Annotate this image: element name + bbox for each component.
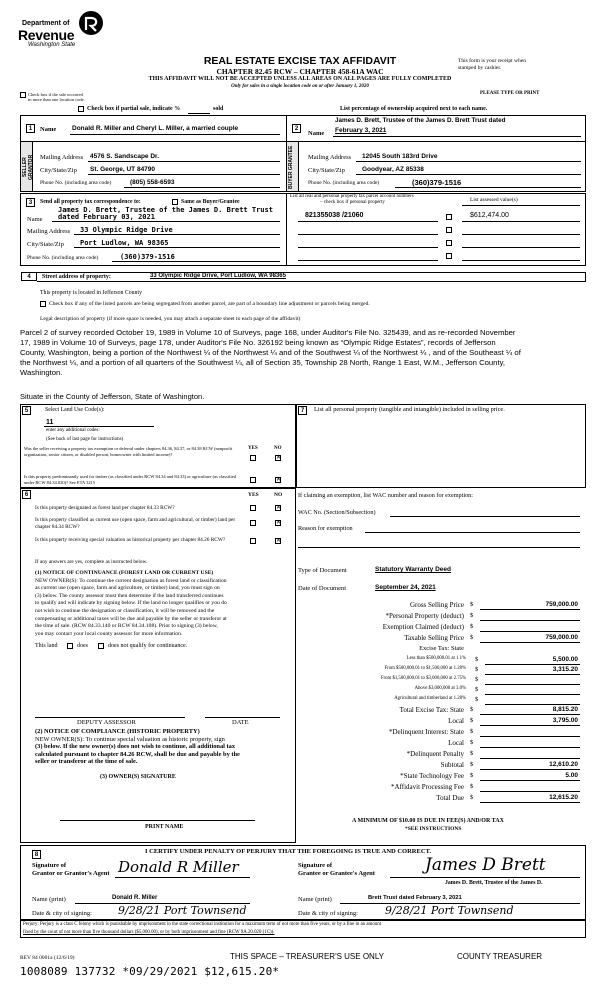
- seller-phone-label: Phone No. (including area code): [40, 180, 112, 186]
- tax-excise-header-label: Excise Tax: State: [419, 645, 464, 652]
- s6-question-1: Is this property designated as forest land per chapter 84.33 RCW?: [35, 505, 175, 511]
- deputy-assessor-line[interactable]: [35, 717, 185, 718]
- legal-line-5: Washington.: [20, 368, 63, 377]
- percent-list-label: List percentage of ownership acquired next to each name.: [340, 106, 488, 112]
- tax-total-state-label: Total Excise Tax: State: [399, 706, 464, 714]
- section-7-box: [296, 404, 586, 488]
- seller-city-line: [88, 174, 280, 175]
- land-use-code-line: [44, 426, 154, 427]
- dor-logo: [18, 8, 108, 50]
- corr-city-line: [74, 247, 280, 248]
- correspondence-label: Send all property tax correspondence to:: [40, 199, 141, 205]
- same-as-buyer-label: Same as Buyer/Grantee: [181, 199, 240, 205]
- tax-tech-fee-line[interactable]: [480, 780, 580, 781]
- grantor-name-label: Name (print): [32, 896, 66, 903]
- tax-tier-1-line[interactable]: [485, 664, 580, 665]
- wac-line[interactable]: [390, 516, 580, 517]
- tax-delinq-local-label: Local: [448, 739, 464, 747]
- seller-city[interactable]: St. George, UT 84790: [90, 166, 156, 173]
- tax-local-line[interactable]: [480, 725, 580, 726]
- exemption-label: If claiming an exemption, list WAC number and reason for exemption:: [298, 492, 473, 499]
- tax-delinq-penalty-dollar: $: [470, 750, 474, 757]
- wac-label: WAC No. (Section/Subsection): [298, 509, 376, 516]
- assessed-line[interactable]: [462, 234, 580, 235]
- tax-tech-fee-label: *State Technology Fee: [400, 772, 464, 780]
- land-use-code[interactable]: 11: [46, 419, 54, 426]
- section-6-number: 6: [22, 490, 31, 499]
- tax-delinq-state-line[interactable]: [480, 736, 580, 737]
- grantee-date-city-label: Date & city of signing:: [298, 910, 358, 917]
- grantor-date-city-label: Date & city of signing:: [32, 910, 92, 917]
- corr-phone[interactable]: (360)379-1516: [120, 253, 175, 261]
- corr-phone-label: Phone No. (including area code): [27, 255, 99, 261]
- land-use-label: Select Land Use Code(s):: [45, 407, 105, 413]
- tax-gross-value[interactable]: 759,000.00: [545, 601, 578, 608]
- street-address[interactable]: 33 Olympic Ridge Drive, Port Ludlow, WA 98365: [150, 273, 286, 279]
- minimum-due-1: A MINIMUM OF $10.00 IS DUE IN FEE(S) AND/OR TAX: [352, 818, 504, 824]
- deputy-date-label: DATE: [232, 719, 249, 726]
- county-treasurer: COUNTY TREASURER: [457, 952, 543, 961]
- notice1-line-6: compensating or additional taxes will be due and payable by the seller or transferor at: [35, 615, 227, 622]
- notice1-line-4: to qualify and will indicate by signing below. If the land no longer qualifies or you do: [35, 600, 227, 607]
- buyer-mailing-line: [356, 161, 581, 162]
- notice-compliance: [35, 728, 290, 766]
- s6-q1-no-checkbox[interactable]: [275, 505, 281, 511]
- owner-signature-line[interactable]: [60, 820, 255, 821]
- does-label: does: [77, 643, 88, 649]
- tax-affidavit-fee-line[interactable]: [480, 791, 580, 792]
- tax-subtotal-line[interactable]: [480, 769, 580, 770]
- seller-side-label: SELLER GRANTOR: [22, 154, 34, 180]
- buyer-city[interactable]: Goodyear, AZ 85338: [362, 166, 424, 173]
- notice1-line-3: (3) below. The county assessor must then determine if the land transferred continues: [35, 592, 224, 599]
- buyer-mailing-label: Mailing Address: [308, 154, 352, 161]
- grantee-sig-label-2: Grantee or Grantee's Agent: [298, 870, 375, 877]
- tax-tier-2-line[interactable]: [485, 674, 580, 675]
- seller-phone-line: [124, 187, 280, 188]
- grantor-date-city[interactable]: 9/28/21 Port Townsend: [118, 904, 247, 917]
- perjury-line-1: Perjury: Perjury is a class C felony which is punishable by imprisonment in the state correctional institution for a maximum term of not more than five years, or by a fine in an amount: [23, 922, 382, 927]
- legal-line-2: 17, 1989 in Volume 10 of Surveys, page 178, under Auditor's File No. 326192 being known as “Olympic Ridge Estates”, records of Jefferson: [20, 338, 496, 347]
- tax-subtotal-label: Subtotal: [440, 761, 464, 769]
- treasurer-stamp: 1008089 137732 *09/29/2021 $12,615.20*: [20, 965, 280, 978]
- tax-gross-line[interactable]: [480, 609, 580, 610]
- owner-signature-label: (3) OWNER(S) SIGNATURE: [100, 774, 176, 780]
- s5-question-1: Was the seller receiving a property tax exemption or deferral under chapters 84.36, 84.37, or 84.38 RCW (nonprofit organization, senior citizen, or disabled person, homeowner with limited income)?: [24, 446, 233, 457]
- multi-location-label-2: in more than one location code.: [28, 97, 85, 102]
- parcel-header-2: – check box if personal property: [320, 200, 385, 205]
- tax-local-value[interactable]: 3,795.00: [552, 717, 578, 724]
- tax-tier-2-dollar: $: [475, 666, 479, 673]
- tax-tech-fee-dollar: $: [470, 772, 474, 779]
- corr-mailing[interactable]: 33 Olympic Ridge Drive: [80, 226, 173, 234]
- segregation-checkbox[interactable]: [40, 301, 46, 307]
- agency-line2: Revenue: [18, 27, 75, 43]
- certify-line: I CERTIFY UNDER PENALTY OF PERJURY THAT THE FOREGOING IS TRUE AND CORRECT.: [145, 848, 432, 855]
- deputy-assessor-label: DEPUTY ASSESSOR: [77, 719, 136, 726]
- grantee-signature[interactable]: James D Brett: [425, 855, 546, 875]
- parcel-line[interactable]: [298, 260, 438, 261]
- perjury-line-2: fixed by the court of not more than five thousand dollars ($5,000.00), or by both imprisonment and fine (RCW 9A.20.020 (1C)).: [23, 930, 275, 935]
- buyer-mailing[interactable]: 12045 South 183rd Drive: [362, 153, 438, 160]
- corr-name-line2[interactable]: dated February 03, 2021: [58, 213, 155, 221]
- form-number: REV 84 0001a (12/6/19): [20, 955, 75, 961]
- situate-line: Situate in the County of Jefferson, State of Washington.: [20, 392, 205, 401]
- notice2-line-3: calculated pursuant to chapter 84.26 RCW, shall be due and payable by the: [35, 750, 240, 758]
- s5-question-2: Is this property predominantly used for timber (as classified under RCW 84.34 and 84.33) or agriculture (as classified under RCW 84.34.020)? See ETA 3215: [24, 474, 236, 485]
- notice1-line-1: NEW OWNER(S): To continue the current designation as forest land or classification: [35, 577, 227, 584]
- reason-label: Reason for exemption: [298, 525, 353, 532]
- section-3-number: 3: [26, 198, 35, 207]
- section-1-number: 1: [26, 124, 35, 133]
- section-8-number: 8: [32, 850, 41, 859]
- seller-mailing-label: Mailing Address: [40, 154, 84, 161]
- doc-date[interactable]: September 24, 2021: [375, 584, 436, 591]
- deputy-date-line[interactable]: [205, 717, 280, 718]
- parcel-line[interactable]: [298, 221, 438, 222]
- reason-line-2[interactable]: [298, 547, 580, 548]
- tax-taxable-label: Taxable Selling Price: [404, 634, 464, 642]
- tax-tier-3-label: From $1,500,000.01 to $3,000,000 at 2.75%: [380, 676, 466, 681]
- notice1-line-8: you may contact your local county assessor for more information.: [35, 630, 183, 637]
- tax-delinq-penalty-line[interactable]: [480, 758, 580, 759]
- form-title: REAL ESTATE EXCISE TAX AFFIDAVIT: [203, 55, 397, 67]
- tax-total-state-dollar: $: [470, 706, 474, 713]
- notice1-title: (1) NOTICE OF CONTINUANCE (FOREST LAND OR CURRENT USE): [35, 570, 214, 576]
- tax-subtotal-dollar: $: [470, 761, 474, 768]
- grantor-sig-label-1: Signature of: [32, 862, 67, 869]
- parcel-line[interactable]: [298, 234, 438, 235]
- corr-name-line1[interactable]: James D. Brett, Trustee of the James D. Brett Trust: [58, 206, 273, 214]
- notice-continuance: [35, 570, 290, 638]
- tax-gross-label: Gross Selling Price: [409, 601, 464, 609]
- grantor-print-name[interactable]: Donald R. Miller: [112, 895, 158, 901]
- buyer-name-line1[interactable]: James D. Brett, Trustee of the James D. Brett Trust dated: [335, 117, 506, 124]
- buyer-name-line2[interactable]: February 3, 2021: [335, 127, 387, 134]
- corr-name-label: Name: [27, 216, 43, 223]
- seller-name[interactable]: Donald R. Miller and Cheryl L. Miller, a married couple: [72, 125, 239, 132]
- corr-phone-line: [112, 261, 280, 262]
- s5-yes-header: YES: [248, 446, 258, 451]
- type-or-print: PLEASE TYPE OR PRINT: [480, 91, 540, 96]
- tax-total-due-label: Total Due: [436, 794, 464, 802]
- tax-exemption-dollar: $: [470, 623, 474, 630]
- seller-city-label: City/State/Zip: [40, 167, 77, 174]
- grantee-print-name[interactable]: Brett Trust dated February 3, 2021: [368, 895, 462, 901]
- does-not-label: does not qualify for continuance.: [108, 643, 188, 649]
- tax-tier-4-line[interactable]: [485, 694, 580, 695]
- grantor-signature[interactable]: Donald R Miller: [118, 858, 239, 876]
- notice1-line-5: not wish to continue the designation or classification, it will be removed and the: [35, 607, 215, 614]
- assessed-line[interactable]: [462, 260, 580, 261]
- tax-tech-fee-value[interactable]: 5.00: [565, 772, 578, 779]
- buyer-name-line: [333, 136, 581, 137]
- tax-total-due-line[interactable]: [480, 802, 580, 803]
- receipt-note-2: stamped by cashier.: [458, 65, 502, 71]
- grantee-title: James D. Brett, Trustee of the James D.: [445, 880, 543, 886]
- legal-desc-label: Legal description of property (if more space is needed, you may attach a separate sheet to each page of the affidavit): [40, 316, 301, 322]
- doc-type[interactable]: Statutory Warranty Deed: [375, 566, 451, 573]
- notice1-line-2: as current use (open space, farm and agriculture, or timber) land, you must sign on: [35, 585, 220, 592]
- section-7-number: 7: [298, 406, 307, 415]
- tax-exemption-line[interactable]: [480, 631, 580, 632]
- form-chapter: CHAPTER 82.45 RCW – CHAPTER 458-61A WAC: [216, 67, 384, 76]
- tax-tier-5-line[interactable]: [485, 704, 580, 705]
- buyer-city-line: [356, 174, 581, 175]
- tax-delinq-local-line[interactable]: [480, 747, 580, 748]
- tax-delinq-local-dollar: $: [470, 739, 474, 746]
- see-back-label: (See back of last page for instructions): [46, 437, 124, 442]
- tax-tier-5-dollar: $: [475, 696, 479, 703]
- personal-property-checkbox[interactable]: [446, 240, 452, 246]
- tax-delinq-state-label: *Delinquent Interest: State: [388, 728, 464, 736]
- corr-city[interactable]: Port Ludlow, WA 98365: [80, 239, 169, 247]
- tax-total-due-value[interactable]: 12,615.20: [549, 794, 578, 801]
- partial-sale-checkbox[interactable]: [78, 106, 84, 112]
- grantor-sig-label-2: Grantor or Grantor's Agent: [32, 870, 110, 877]
- s6-q1-yes-checkbox[interactable]: [250, 505, 256, 511]
- section-2-number: 2: [292, 124, 301, 133]
- parcel-number[interactable]: 821355038 /21060: [305, 212, 364, 219]
- minimum-due-2: *SEE INSTRUCTIONS: [405, 826, 462, 832]
- doc-date-label: Date of Document: [298, 585, 347, 592]
- segregation-label: Check box if any of the listed parcels are being segregated from another parcel, are part of a boundary line adjustment or parcels being merged.: [49, 301, 370, 307]
- county-note: This property is located in Jefferson County: [40, 290, 142, 296]
- buyer-phone-line: [395, 187, 581, 188]
- tax-tier-5-label: Agricultural and timberland at 1.28%: [394, 696, 466, 701]
- s5-q1-no-checkbox[interactable]: [275, 455, 281, 461]
- same-as-buyer-checkbox[interactable]: [172, 199, 178, 205]
- tax-personal-dollar: $: [470, 612, 474, 619]
- section-4-box: [37, 272, 586, 282]
- tax-tier-3-line[interactable]: [485, 684, 580, 685]
- doc-type-label: Type of Document: [298, 567, 347, 574]
- tax-personal-line[interactable]: [480, 620, 580, 621]
- notice2-title: (2) NOTICE OF COMPLIANCE (HISTORIC PROPERTY): [35, 728, 200, 735]
- notice2-line-2: (3) below. If the new owner(s) does not wish to continue, all additional tax: [35, 743, 236, 751]
- notice1-line-7: the time of sale. (RCW 84.33.140 or RCW 84.34.108). Prior to signing (3) below,: [35, 623, 218, 630]
- land-does-checkbox[interactable]: [67, 643, 73, 649]
- seller-mailing[interactable]: 4576 S. Sandscape Dr.: [90, 153, 160, 160]
- tax-tier-2-value[interactable]: 3,315.20: [552, 666, 578, 673]
- seller-name-label: Name: [40, 126, 57, 133]
- legal-line-1: Parcel 2 of survey recorded October 19, 1989 in Volume 10 of Surveys, page 168, under Auditor's File No. 325439, and as re-recorded November: [20, 328, 516, 337]
- form-only-for: Only for sales in a single location code on or after January 1, 2020: [231, 84, 369, 89]
- s6-any-yes: If any answers are yes, complete as instructed below.: [35, 559, 148, 565]
- buyer-phone[interactable]: (360)379-1516: [412, 178, 462, 187]
- agency-line1: Department of: [22, 20, 70, 27]
- tax-taxable-line[interactable]: [480, 642, 580, 643]
- partial-sale-label: Check box if partial sale, indicate %: [87, 106, 181, 112]
- tax-local-dollar: $: [470, 717, 474, 724]
- tax-gross-dollar: $: [470, 601, 474, 608]
- tax-total-state-line[interactable]: [480, 714, 580, 715]
- tax-taxable-dollar: $: [470, 634, 474, 641]
- grantor-signature-line: [115, 877, 250, 878]
- personal-property-checkbox[interactable]: [446, 214, 452, 220]
- s6-no-header: NO: [274, 492, 283, 498]
- tax-exemption-label: Exemption Claimed (deduct): [382, 623, 464, 631]
- grantee-signature-line: [390, 877, 580, 878]
- seller-mailing-line: [88, 161, 280, 162]
- assessed-value[interactable]: $612,474.00: [470, 212, 509, 219]
- tax-total-state-value[interactable]: 8,815.20: [552, 706, 578, 713]
- form-warning: THIS AFFIDAVIT WILL NOT BE ACCEPTED UNLESS ALL AREAS ON ALL PAGES ARE FULLY COMPLETED: [148, 76, 452, 82]
- s5-q2-no-checkbox[interactable]: [275, 477, 281, 483]
- tax-tier-2-label: From $500,000.01 to $1,500,000 at 1.28%: [384, 666, 466, 671]
- assessed-header: List assessed value(s): [470, 197, 518, 203]
- grantee-name-label: Name (print): [298, 896, 332, 903]
- tax-tier-4-label: Above $3,000,000 at 3.0%: [414, 686, 466, 691]
- partial-percent-line[interactable]: [188, 113, 210, 114]
- s6-q2-no-checkbox[interactable]: [275, 520, 281, 526]
- tax-delinq-state-dollar: $: [470, 728, 474, 735]
- parcel-line[interactable]: [298, 247, 438, 248]
- s6-q3-yes-checkbox[interactable]: [250, 538, 256, 544]
- dor-logo-icon: [78, 10, 104, 36]
- tax-tier-1-dollar: $: [475, 656, 479, 663]
- buyer-phone-label: Phone No. (including area code): [308, 180, 380, 186]
- s6-q3-no-checkbox[interactable]: [275, 538, 281, 544]
- s6-question-3: Is this property receiving special valuation as historical property per chapter 84.26 RCW?: [35, 537, 226, 543]
- treasurer-use: THIS SPACE – TREASURER'S USE ONLY: [230, 952, 385, 961]
- notice2-line-4: seller or transferor at the time of sale.: [35, 758, 138, 766]
- section-1-name-divider: [20, 141, 586, 142]
- personal-property-checkbox[interactable]: [446, 227, 452, 233]
- section-5-number: 5: [22, 406, 31, 415]
- s6-yes-header: YES: [248, 492, 259, 498]
- buyer-city-label: City/State/Zip: [308, 167, 345, 174]
- tax-total-due-dollar: $: [470, 794, 474, 801]
- street-address-label: Street address of property:: [42, 274, 111, 280]
- receipt-note-1: This form is your receipt when: [458, 58, 526, 64]
- tax-tier-4-dollar: $: [475, 686, 479, 693]
- tax-delinq-penalty-label: *Delinquent Penalty: [406, 750, 464, 758]
- tax-affidavit-fee-dollar: $: [470, 783, 474, 790]
- assessed-line[interactable]: [462, 247, 580, 248]
- tax-subtotal-value[interactable]: 12,610.20: [549, 761, 578, 768]
- tax-tier-3-dollar: $: [475, 676, 479, 683]
- tax-tier-1-value[interactable]: 5,500.00: [552, 656, 578, 663]
- tax-affidavit-fee-label: *Affidavit Processing Fee: [391, 783, 464, 791]
- buyer-side-label: BUYER GRANTEE: [288, 145, 294, 189]
- assessed-header-line: [462, 205, 580, 206]
- corr-mailing-label: Mailing Address: [27, 228, 71, 235]
- sold-label: sold: [213, 106, 224, 112]
- land-does-not-checkbox[interactable]: [98, 643, 104, 649]
- tax-taxable-value[interactable]: 759,000.00: [545, 634, 578, 641]
- grantee-date-city[interactable]: 9/28/21 Port Townsend: [385, 904, 514, 917]
- section-4-number: 4: [21, 272, 37, 281]
- personal-property-label: List all personal property (tangible and intangible) included in selling price.: [314, 406, 505, 413]
- section-3-divider: [286, 193, 287, 266]
- seller-name-line: [70, 134, 280, 135]
- notice2-line-1: NEW OWNER(S): To continue special valuation as historic property, sign: [35, 735, 225, 743]
- s5-q2-yes-checkbox[interactable]: [250, 477, 256, 483]
- multi-location-label-1: Check box if the sale occurred: [28, 92, 83, 97]
- legal-line-4: the Northwest ¼, and a portion of all quarters of the Southwest ¼, all of Section 35, Township 28 North, Range 1 East, W.M., Jefferson County,: [20, 358, 506, 367]
- tax-local-label: Local: [448, 717, 464, 725]
- legal-description[interactable]: [20, 328, 590, 378]
- corr-name-line: [52, 221, 280, 222]
- assessed-line[interactable]: [462, 221, 580, 222]
- grantee-sig-label-1: Signature of: [298, 862, 333, 869]
- corr-city-label: City/State/Zip: [27, 241, 64, 248]
- legal-line-3: County, Washington, being a portion of the Northwest ¼ of the Northwest ¼ and of the Southwest ¼ of the Northwest ¼ , and of the Southeast ¼ of: [20, 348, 521, 357]
- multi-location-checkbox[interactable]: [20, 92, 26, 98]
- additional-codes-label: enter any additional codes:: [46, 428, 100, 433]
- reason-line-1[interactable]: [365, 532, 580, 533]
- buyer-name-label: Name: [308, 130, 325, 137]
- s6-q2-yes-checkbox[interactable]: [250, 520, 256, 526]
- seller-phone[interactable]: (805) 558-6593: [130, 179, 175, 186]
- tax-tier-1-label: Less than $500,000.01 at 1.1%: [406, 656, 466, 661]
- personal-property-checkbox[interactable]: [446, 253, 452, 259]
- s5-no-header: NO: [274, 446, 282, 451]
- agency-line3: Washington State: [28, 42, 76, 48]
- tax-personal-label: *Personal Property (deduct): [385, 612, 464, 620]
- parcel-header-1: List all real and personal property tax parcel account numbers: [290, 194, 414, 199]
- corr-mailing-line: [74, 234, 280, 235]
- land-does-label: This land: [35, 643, 58, 649]
- print-name-label: PRINT NAME: [145, 824, 184, 830]
- s6-question-2: Is this property classified as current use (open space, farm and agricultural, or timber) land per chapter 84.34 RCW?: [35, 517, 236, 530]
- s5-q1-yes-checkbox[interactable]: [250, 455, 256, 461]
